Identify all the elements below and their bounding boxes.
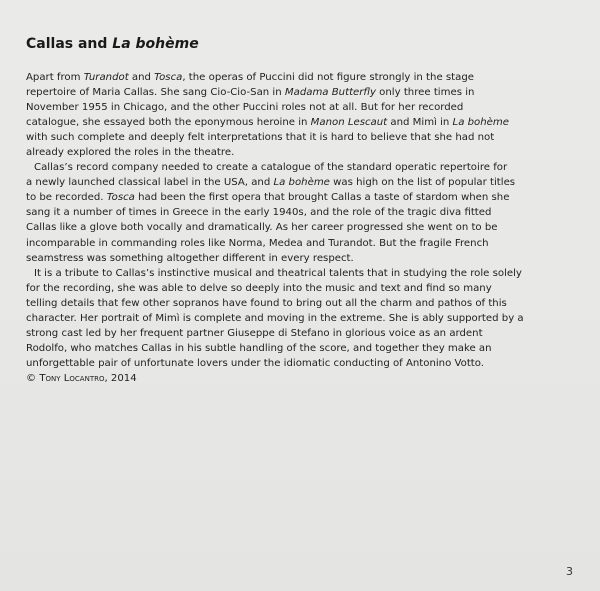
text-line xyxy=(26,311,578,326)
text-run: and xyxy=(128,72,155,83)
text-run: Callas’s record company needed to create a catalogue of the standard operatic repertoire for xyxy=(34,162,508,174)
text-run: sang it a number of times in Greece in the early 1940s, and the role of the tragic diva fitted xyxy=(26,207,492,219)
text-run: telling details that few other sopranos have found to bring out all the charm and pathos of this xyxy=(26,297,507,309)
text-run: with such complete and deeply felt interpretations that it is hard to believe that she had not xyxy=(26,132,495,144)
text-run: unforgettable pair of unfortunate lovers under the idiomatic conducting of Antonino Votto. xyxy=(26,357,485,369)
essay-body xyxy=(26,70,578,386)
text-line xyxy=(26,175,578,190)
text-run: © xyxy=(26,372,40,384)
text-line xyxy=(26,160,578,175)
text-run: for the recording, she was able to delve so deeply into the music and text and find so many xyxy=(26,282,492,294)
italic-title: Manon Lescaut xyxy=(310,117,388,129)
italic-title: La bohème xyxy=(273,177,330,189)
text-run: Callas like a glove both vocally and dramatically. As her career progressed she went on to be xyxy=(26,222,498,234)
text-run: and Mimì in xyxy=(387,117,453,129)
text-run: Apart from xyxy=(26,72,84,83)
italic-title: Madama Butterfly xyxy=(284,87,376,99)
text-line xyxy=(26,205,578,220)
text-line xyxy=(26,371,578,386)
heading-italic-title: La bohème xyxy=(112,36,199,52)
text-run: incomparable in commanding roles like Norma, Medea and Turandot. But the fragile French xyxy=(26,237,489,249)
text-run: It is a tribute to Callas’s instinctive musical and theatrical talents that in studying the role solely xyxy=(34,267,522,279)
text-line xyxy=(26,281,578,296)
text-run: , 2014 xyxy=(104,372,137,384)
text-run: catalogue, she essayed both the eponymous heroine in xyxy=(26,117,311,129)
heading-text: Callas and xyxy=(26,36,113,52)
page-number: 3 xyxy=(566,565,573,578)
italic-title: Turandot xyxy=(83,72,129,83)
text-line xyxy=(26,70,578,85)
text-line xyxy=(26,341,578,356)
text-run: a newly launched classical label in the USA, and xyxy=(26,177,274,189)
text-run: , the operas of Puccini did not figure strongly in the stage xyxy=(182,72,474,83)
text-line xyxy=(26,251,578,266)
text-line xyxy=(26,115,578,130)
text-run: November 1955 in Chicago, and the other Puccini roles not at all. But for her recorded xyxy=(26,102,464,114)
text-line xyxy=(26,100,578,115)
italic-title: Tosca xyxy=(106,192,135,204)
italic-title: Tosca xyxy=(154,72,183,83)
text-line xyxy=(26,85,578,100)
text-run: to be recorded. xyxy=(26,192,107,204)
text-line xyxy=(26,296,578,311)
text-line xyxy=(26,130,578,145)
text-run: only three times in xyxy=(375,87,475,99)
italic-title: La bohème xyxy=(452,117,509,129)
text-line xyxy=(26,190,578,205)
text-line xyxy=(26,220,578,235)
text-line xyxy=(26,326,578,341)
text-line xyxy=(26,145,578,160)
text-line xyxy=(26,236,578,251)
text-run: seamstress was something altogether different in every respect. xyxy=(26,252,354,264)
text-run: was high on the list of popular titles xyxy=(329,177,516,189)
text-run: strong cast led by her frequent partner Giuseppe di Stefano in glorious voice as an ardent xyxy=(26,327,483,339)
text-line xyxy=(26,266,578,281)
author-name: Tony Locantro xyxy=(39,372,105,384)
section-heading xyxy=(26,36,199,52)
text-run: Rodolfo, who matches Callas in his subtle handling of the score, and together they make an xyxy=(26,342,492,354)
text-line xyxy=(26,356,578,371)
text-run: repertoire of Maria Callas. She sang Cio-Cio-San in xyxy=(26,87,285,99)
text-run: had been the first opera that brought Callas a taste of stardom when she xyxy=(134,192,510,204)
text-run: already explored the roles in the theatre. xyxy=(26,147,235,159)
text-run: character. Her portrait of Mimì is complete and moving in the extreme. She is ably supported by a xyxy=(26,312,524,324)
